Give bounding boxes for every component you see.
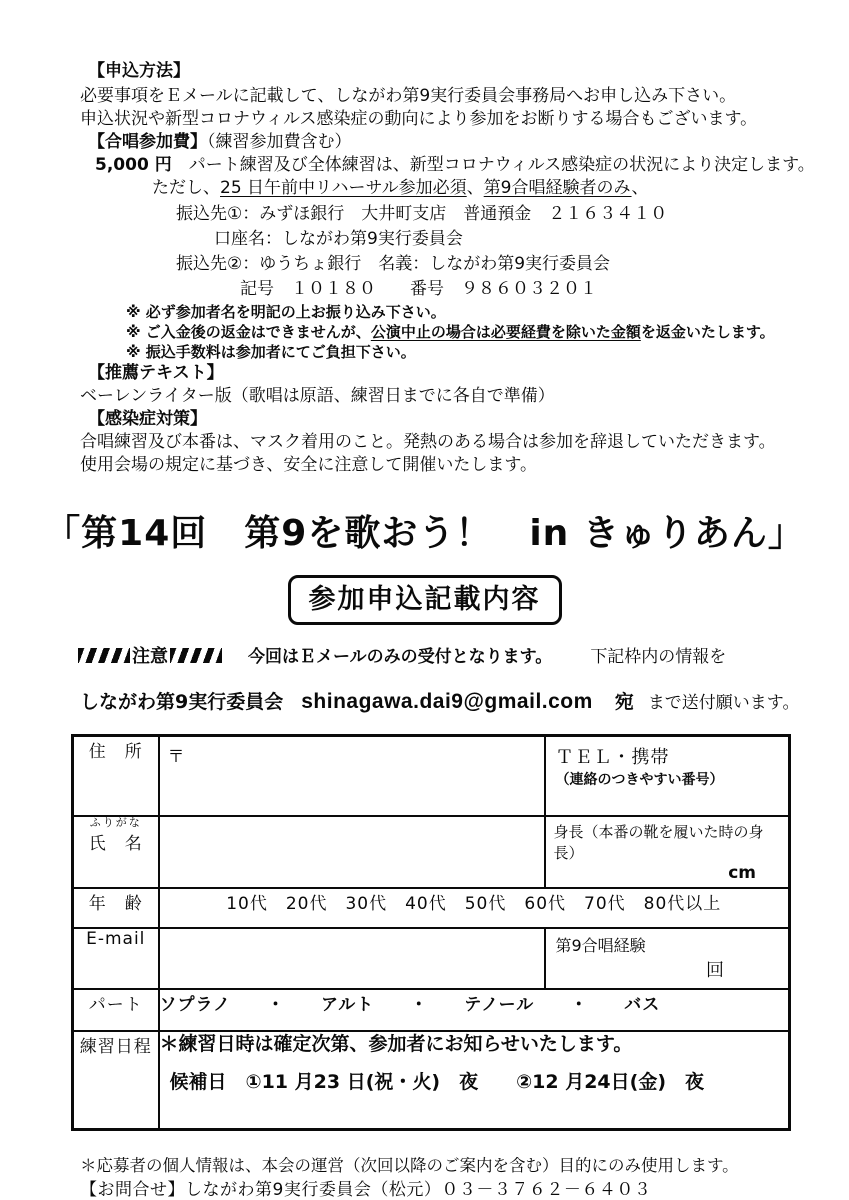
fee-note-line: ※ 必ず参加者名を明記の上お振り込み下さい。 [126, 303, 446, 321]
fee-note-prefix: ※ ご入金後の返金はできませんが、 [126, 323, 371, 341]
recommended-text-heading: 【推薦テキスト】 [88, 363, 224, 383]
tel-cell [545, 736, 790, 816]
hazard-stripes-icon [170, 648, 222, 663]
experience-label: 第9合唱経験 [555, 935, 646, 955]
bank-transfer-line-1: 振込先①：みずほ銀行 大井町支店 普通預金 ２１６３４１０ [176, 204, 668, 224]
name-input-area [159, 816, 545, 888]
send-suffix: まで送付願います。 [647, 693, 800, 713]
infection-measures-line: 合唱練習及び本番は、マスク着用のこと。発熱のある場合は参加を辞退していただきます。 [80, 432, 776, 452]
committee-name: しながわ第9実行委員会 [80, 691, 284, 713]
height-label: 身長（本番の靴を履いた時の身長） [553, 822, 764, 862]
infection-measures-heading: 【感染症対策】 [88, 409, 207, 429]
bank-number-line: 記号 １０１８０ 番号 ９８６０３２０１ [240, 279, 597, 299]
name-label [73, 816, 159, 888]
fee-amount: 5,000 円 [95, 155, 172, 175]
fee-note-line [126, 322, 849, 342]
experience-unit: 回 [706, 959, 724, 981]
fee-description: パート練習及び全体練習は、新型コロナウィルス感染症の状況により決定します。 [188, 155, 815, 175]
table-row-schedule [73, 1031, 790, 1130]
furigana-label: ふりがな [89, 815, 142, 829]
age-options: 10代 20代 30代 40代 50代 60代 70代 80代以上 [159, 888, 790, 928]
tel-note: （連絡のつきやすい番号） [555, 772, 724, 788]
fee-condition-suffix: 、 [631, 178, 649, 198]
bank-transfer-line-2: 振込先②：ゆうちょ銀行 名義：しながわ第9実行委員会 [176, 254, 611, 274]
infection-measures-line: 使用会場の規定に基づき、安全に注意して開催いたします。 [80, 455, 537, 475]
schedule-note: ＊練習日時は確定次第、参加者にお知らせいたします。 [159, 1032, 633, 1055]
experience-cell [545, 928, 790, 989]
send-to-label: 宛 [614, 691, 634, 713]
fee-condition-separator: 、 [466, 178, 484, 198]
bank-account-name-line: 口座名：しながわ第9実行委員会 [214, 229, 463, 249]
notice-normal-text: 下記枠内の情報を [590, 647, 727, 667]
height-unit: cm [728, 862, 756, 883]
table-row-name [73, 816, 790, 888]
email-label: E-mail [73, 928, 159, 989]
part-label: パート [73, 989, 159, 1031]
fee-note-line: ※ 振込手数料は参加者にてご負担下さい。 [126, 343, 416, 361]
table-row-age [73, 888, 790, 928]
fee-amount-line [95, 154, 849, 177]
fee-heading [88, 131, 849, 154]
table-row-email [73, 928, 790, 989]
email-address: shinagawa.dai9@gmail.com [301, 690, 593, 713]
address-input-area [159, 736, 545, 816]
schedule-label: 練習日程 [73, 1031, 159, 1130]
fee-condition-underline-1: 25 日午前中リハーサル参加必須 [220, 178, 467, 198]
table-row-address [73, 736, 790, 816]
footer-contact: 【お問合せ】しながわ第9実行委員会（松元）０３－３７６２－６４０３ [80, 1180, 652, 1200]
event-title: 「第14回 第9を歌おう！ in きゅりあん」 [44, 513, 805, 554]
name-label-text: 氏 名 [88, 833, 143, 854]
postal-mark: 〒 [167, 747, 185, 767]
notice-bold-text: 今回はＥメールのみの受付となります。 [248, 647, 553, 667]
tel-label: ＴＥＬ・携帯 [555, 747, 670, 768]
fee-heading-note: （練習参加費含む） [207, 132, 352, 152]
fee-note-underline: 公演中止の場合は必要経費を除いた金額 [370, 323, 641, 341]
fee-note-suffix: を返金いたします。 [640, 323, 775, 341]
fee-condition-underline-2: 第9合唱経験者のみ [483, 178, 632, 198]
recommended-text-line: ベーレンライター版（歌唱は原語、練習日までに各自で準備） [80, 386, 555, 406]
apply-method-heading: 【申込方法】 [88, 61, 190, 81]
notice-label: 注意 [132, 646, 168, 667]
send-line [80, 688, 849, 717]
apply-method-line: 申込状況や新型コロナウィルス感染症の動向により参加をお断りする場合もございます。 [80, 109, 758, 129]
height-cell [545, 816, 790, 888]
notice-line [78, 645, 849, 669]
table-row-part [73, 989, 790, 1031]
schedule-dates: 候補日 ①11 月23 日(祝・火) 夜 ②12 月24日(金) 夜 [169, 1070, 705, 1093]
email-input-area [159, 928, 545, 989]
schedule-cell [159, 1031, 790, 1130]
form-box-title: 参加申込記載内容 [288, 575, 562, 625]
footer-privacy: ＊応募者の個人情報は、本会の運営（次回以降のご案内を含む）目的にのみ使用します。 [80, 1156, 739, 1175]
fee-condition-line [152, 177, 849, 200]
fee-heading-text: 【合唱参加費】 [88, 132, 207, 152]
fee-condition-prefix: ただし、 [152, 178, 220, 198]
form-table [71, 734, 791, 1131]
hazard-stripes-icon [78, 648, 130, 663]
apply-method-line: 必要事項をＥメールに記載して、しながわ第9実行委員会事務局へお申し込み下さい。 [80, 86, 737, 106]
address-label: 住 所 [73, 736, 159, 816]
part-options: ソプラノ ・ アルト ・ テノール ・ バス [159, 989, 790, 1031]
age-label: 年 齢 [73, 888, 159, 928]
